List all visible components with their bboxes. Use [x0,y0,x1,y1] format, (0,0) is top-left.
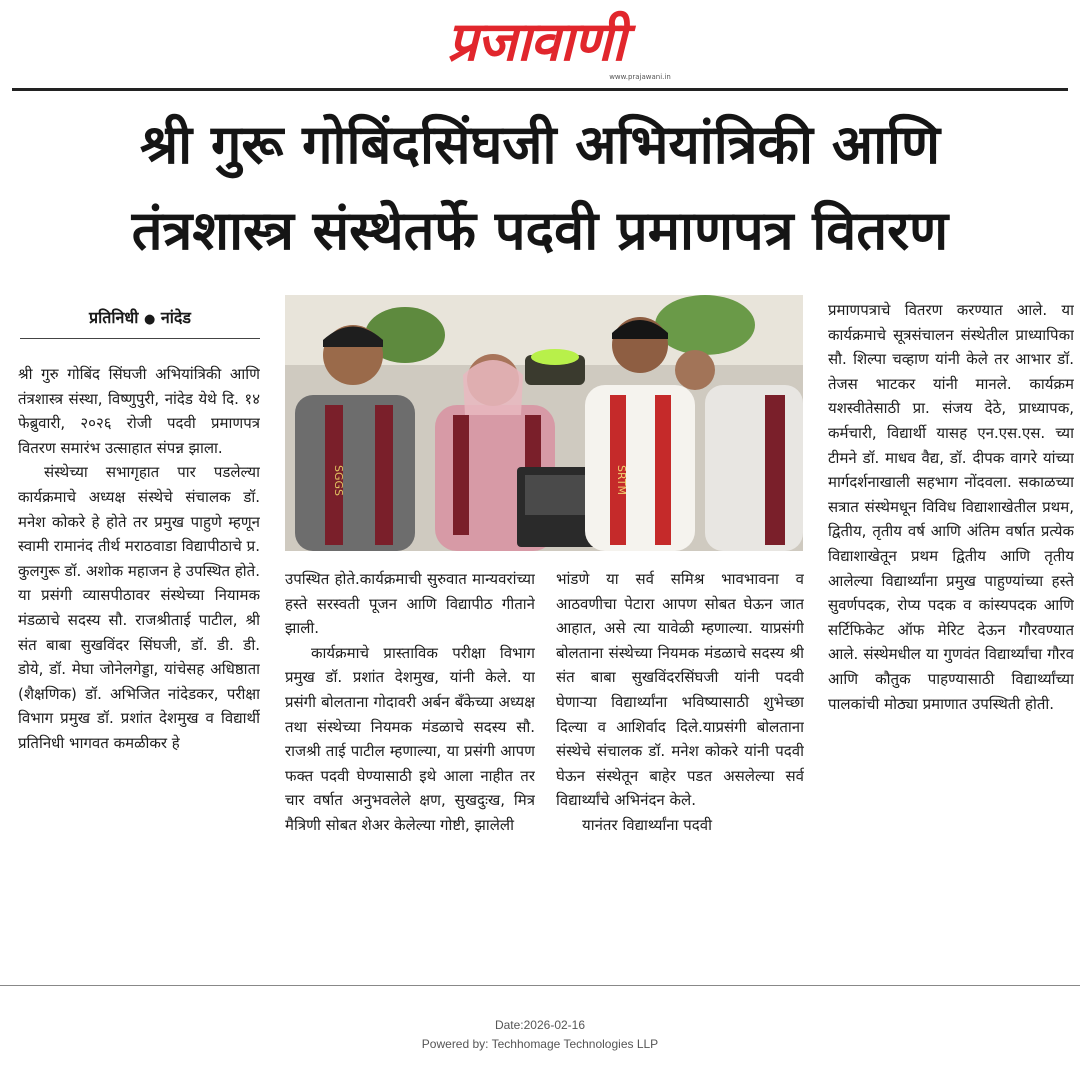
headline-line-1: श्री गुरू गोबिंदसिंघजी अभियांत्रिकी आणि [139,113,941,176]
stole-text-center: SRTM [615,465,628,496]
ceremony-photo-illustration [285,295,803,551]
paragraph: भांडणे या सर्व समिश्र भावभावना व आठवणीचा पेटारा आपण सोबत घेऊन जात आहात, असे त्या यावेळी म्हणाल्या. याप्रसंगी बोलताना संस्थेच्या नियमक मंडळाचे सदस्य श्री संत बाबा सुखविंदरसिंघजी यांनी पदवी घेणाऱ्या विद्यार्थ्यांना भविष्यासाठी शुभेच्छा दिल्या व आशिर्वाद दिले.याप्रसंगी बोलताना संस्थेचे संचालक डॉ. मनेश कोकरे यांनी पदवी घेऊन संस्थेतून बाहेर पडत असलेल्या सर्व विद्यार्थ्यांचे अभिनंदन केले. [556,570,804,810]
paragraph: उपस्थित होते.कार्यक्रमाची सुरुवात मान्यवरांच्या हस्ते सरस्वती पूजन आणि विद्यापीठ गीताने झाली. [285,570,535,638]
masthead [0,0,1080,86]
article-column-1 [18,362,260,972]
footer-powered-by: Powered by: Techhomage Technologies LLP [421,1037,659,1051]
article-column-3 [556,567,804,972]
paragraph: श्री गुरु गोबिंद सिंघजी अभियांत्रिकी आणि तंत्रशास्त्र संस्था, विष्णुपुरी, नांदेड येथे दि. १४ फेब्रुवारी, २०२६ रोजी पदवी प्रमाणपत्र वितरण समारंभ उत्साहात संपन्न झाला. [18,365,260,457]
byline [20,306,260,328]
article-headline [15,102,1065,292]
byline-place: नांदेड [160,308,191,327]
newspaper-logo: प्रजावाणी [447,9,625,73]
article-column-4 [828,298,1074,972]
byline-divider [20,338,260,339]
article-column-2 [285,567,535,972]
footer-date: Date:2026-02-16 [494,1018,586,1032]
masthead-divider [12,88,1068,91]
paragraph: संस्थेच्या सभागृहात पार पडलेल्या कार्यक्रमाचे अध्यक्ष संस्थेचे संचालक डॉ. मनेश कोकरे हे होते तर प्रमुख पाहुणे म्हणून स्वामी रामानंद तीर्थ मराठवाडा विद्यापीठाचे प्र. कुलगुरू डॉ. अशोक महाजन हे उपस्थित होते. या प्रसंगी व्यासपीठावर संस्थेच्या नियामक मंडळाचे सदस्य सौ. राजश्रीताई पाटील, श्री संत बाबा सुखविंदर सिंघजी, डॉ. डी. डी. डोये, डॉ. मेघा जोनेलगेड्डा, यांचेसह अधिष्ठाता (शैक्षणिक) डॉ. अभिजित नांदेडकर, परीक्षा विभाग प्रमुख डॉ. प्रशांत देशमुख व विद्यार्थी प्रतिनिधी भागवत कमळीकर हे [18,463,260,752]
stole-text-left: SGGS [332,465,345,497]
footer-divider [0,985,1080,986]
newspaper-url: www.prajawani.in [609,73,671,81]
ceremony-photo [285,295,803,551]
paragraph: यानंतर विद्यार्थ्यांना पदवी [582,815,712,834]
headline-line-2: तंत्रशास्त्र संस्थेतर्फे पदवी प्रमाणपत्र वितरण [131,199,949,262]
bullet-icon: ● [143,312,156,327]
byline-reporter: प्रतिनिधी [89,308,139,327]
paragraph: प्रमाणपत्राचे वितरण करण्यात आले. या कार्यक्रमाचे सूत्रसंचालन संस्थेतील प्राध्यापिका सौ. शिल्पा चव्हाण यांनी केले तर आभार डॉ. तेजस भाटकर यांनी मानले. कार्यक्रम यशस्वीतेसाठी प्रा. संजय देठे, प्राध्यापक, कर्मचारी, विद्यार्थी यासह एन.एस.एस. च्या टीमने डॉ. माधव वैद्य, डॉ. दीपक वागरे यांच्या मार्गदर्शनाखाली सहभाग नोंदवला. सकाळच्या सत्रात संस्थेमधून विविध विद्याशाखेतील प्रथम, द्वितीय, तृतीय वर्ष आणि अंतिम वर्षात प्रत्येक विद्याशाखेतून प्रथम द्वितीय आणि तृतीय आलेल्या विद्यार्थ्यांना प्रमुख पाहुण्यांच्या हस्ते सुवर्णपदक, रोप्य पदक व कांस्यपदक आणि सर्टिफिकेट ऑफ मेरिट देऊन गौरवण्यात आले. संस्थेमधील या गुणवंत विद्यार्थ्यांचा गौरव आणि कौतुक पाहण्यासाठी विद्यार्थ्यांच्या पालकांची मोठ्या प्रमाणात उपस्थिती होती. [828,301,1074,713]
paragraph: कार्यक्रमाचे प्रास्ताविक परीक्षा विभाग प्रमुख डॉ. प्रशांत देशमुख, यांनी केले. या प्रसंगी बोलताना गोदावरी अर्बन बँकेच्या अध्यक्ष तथा संस्थेच्या नियमक मंडळाचे सदस्य सौ. राजश्री ताई पाटील म्हणाल्या, या प्रसंगी आपण फक्त पदवी घेण्यासाठी इथे आला नाहीत तर चार वर्षात अनुभवलेले क्षण, सुखदुःख, मित्र मैत्रिणी सोबत शेअर केलेल्या गोष्टी, झालेली [285,643,535,834]
